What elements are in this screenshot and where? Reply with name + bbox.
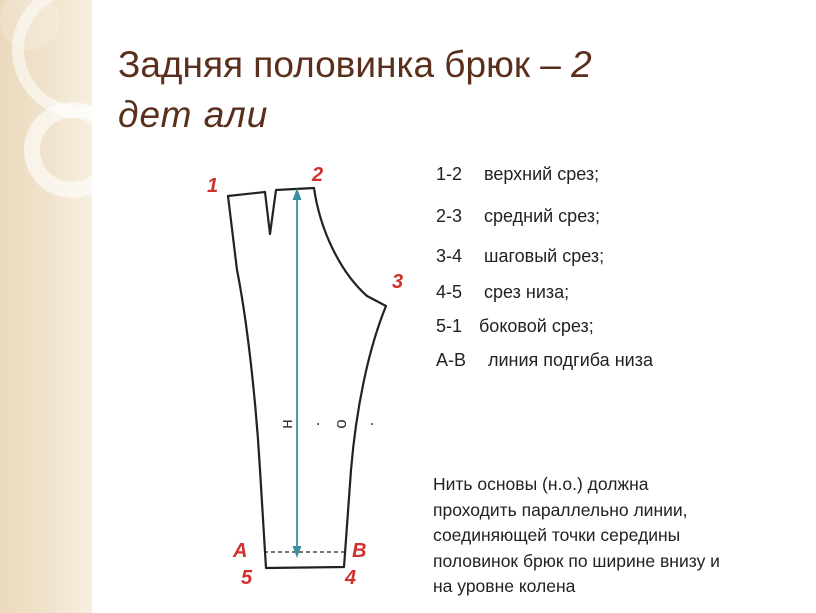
note-line: Нить основы (н.о.) должна [433, 474, 649, 494]
legend-code: 3-4 [436, 246, 463, 266]
point-label-3: 3 [392, 271, 404, 293]
pattern-outline [228, 188, 386, 568]
legend-code: 5-1 [436, 316, 463, 336]
legend-text: линия подгиба низа [488, 350, 653, 370]
note-line: на уровне колена [433, 576, 576, 596]
note-line: проходить параллельно линии, [433, 499, 688, 520]
title-line2: дет али [118, 94, 269, 135]
legend-item [436, 246, 604, 267]
point-label-A: А [233, 540, 248, 562]
legend-text: верхний срез; [484, 164, 600, 184]
legend-item [436, 350, 653, 371]
legend-item [436, 164, 599, 185]
legend-code: 4-5 [436, 282, 463, 302]
grain-note [433, 472, 803, 600]
legend-text: боковой срез; [479, 316, 594, 336]
legend-text: средний срез; [484, 206, 601, 226]
legend-item [436, 206, 600, 227]
legend-code: 2-3 [436, 206, 463, 226]
legend-text: шаговый срез; [484, 246, 605, 266]
title-count: 2 [571, 44, 592, 85]
legend-code: А-В [436, 350, 467, 370]
grain-label [277, 419, 377, 428]
grain-arrow [293, 188, 302, 558]
note-line: соединяющей точки середины [433, 525, 681, 545]
note-line: половинок брюк по ширине внизу и [433, 550, 720, 571]
point-label-4: 4 [345, 567, 357, 589]
legend-text: срез низа; [484, 282, 570, 302]
grain-label-dot1: . [304, 421, 323, 427]
grain-label-n: н [277, 419, 296, 429]
point-label-1: 1 [207, 175, 219, 197]
title-main: Задняя половинка брюк – [118, 44, 572, 85]
grain-label-dot2: . [358, 421, 377, 427]
point-label-B: В [352, 540, 367, 562]
point-label-5: 5 [241, 567, 253, 589]
grain-label-o: о [331, 419, 350, 429]
point-label-2: 2 [312, 164, 324, 186]
legend-item [436, 316, 594, 337]
legend-item [436, 282, 569, 303]
legend-code: 1-2 [436, 164, 463, 184]
